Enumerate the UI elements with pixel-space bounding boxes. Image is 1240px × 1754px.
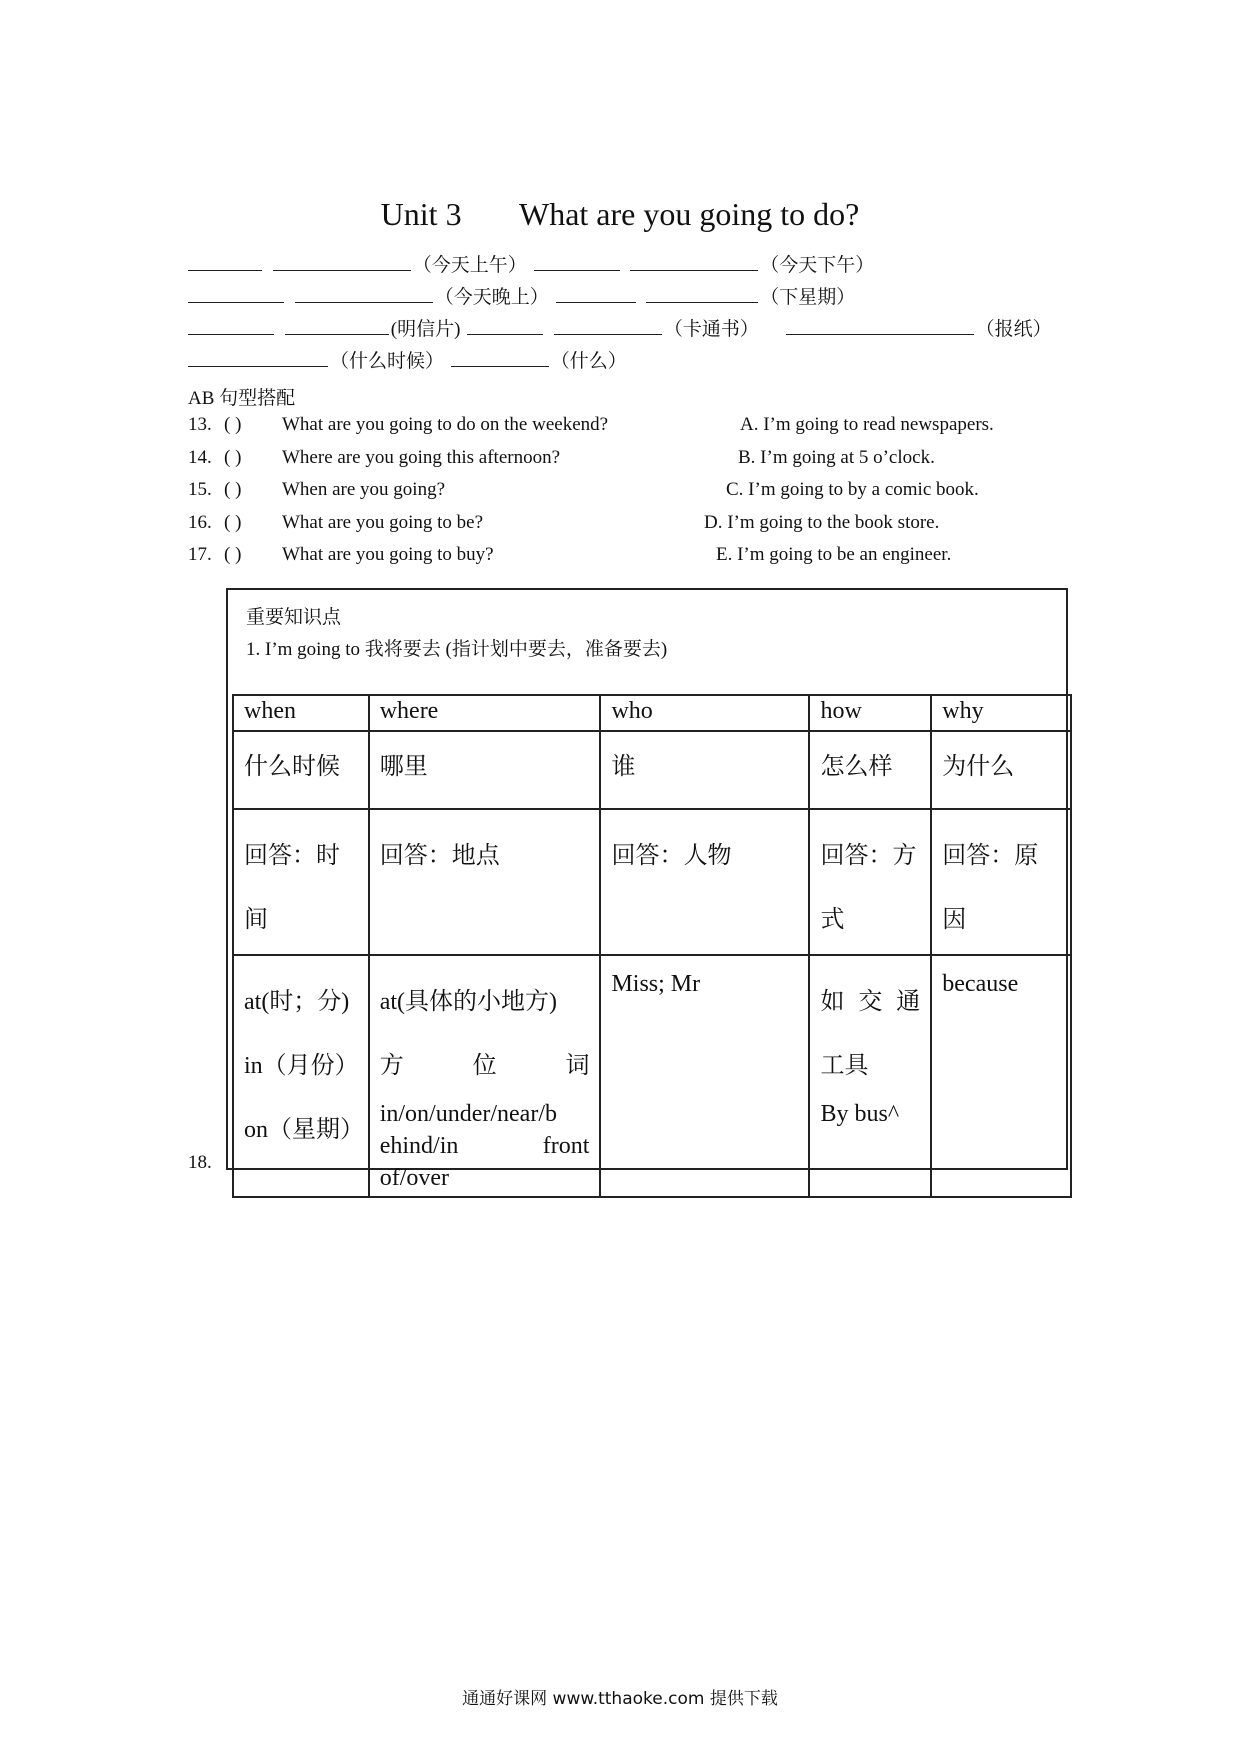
header-when: when xyxy=(233,695,369,731)
answer-blank[interactable]: ( ) xyxy=(224,479,242,500)
examples-why: because xyxy=(931,955,1071,1197)
answer-blank[interactable]: ( ) xyxy=(224,512,242,533)
examples-who: Miss; Mr xyxy=(600,955,809,1197)
page-title xyxy=(0,196,1240,233)
answer-d: D. I’m going to the book store. xyxy=(704,512,940,533)
examples-how: 如 交 通 工具 By bus^ xyxy=(809,955,931,1197)
header-why: why xyxy=(931,695,1071,731)
knowledge-box xyxy=(226,588,1068,1191)
vocab-line-1 xyxy=(188,250,876,277)
unit-label: Unit 3 xyxy=(380,196,462,232)
item-18-number: 18. xyxy=(188,1152,212,1173)
blank[interactable] xyxy=(188,316,274,335)
meaning-where: 哪里 xyxy=(369,731,601,809)
table-row xyxy=(233,809,1071,955)
blank[interactable] xyxy=(534,252,620,271)
blank[interactable] xyxy=(451,348,549,367)
footer-text: 通通好课网 www.tthaoke.com 提供下载 xyxy=(462,1689,778,1709)
answer-e: E. I’m going to be an engineer. xyxy=(716,544,952,565)
meaning-how: 怎么样 xyxy=(809,731,931,809)
meaning-who: 谁 xyxy=(600,731,809,809)
question-16: 16. ( ) What are you going to be? xyxy=(188,512,484,533)
table-row xyxy=(233,695,1071,731)
question-14: 14. ( ) Where are you going this afternoon? xyxy=(188,447,561,468)
blank[interactable] xyxy=(646,284,758,303)
vocab-hint: （今天晚上） xyxy=(434,287,549,308)
vocab-hint: （今天下午） xyxy=(760,255,875,276)
blank[interactable] xyxy=(786,316,974,335)
vocab-hint: （卡通书） xyxy=(663,319,759,340)
blank[interactable] xyxy=(188,252,262,271)
vocab-hint: （什么时候） xyxy=(330,351,445,372)
meaning-why: 为什么 xyxy=(931,731,1071,809)
answer-type-where: 回答：地点 xyxy=(369,809,601,955)
answer-a: A. I’m going to read newspapers. xyxy=(740,414,994,435)
blank[interactable] xyxy=(188,284,284,303)
question-word-table xyxy=(232,694,1072,1198)
blank[interactable] xyxy=(295,284,433,303)
blank[interactable] xyxy=(188,348,328,367)
header-where: where xyxy=(369,695,601,731)
blank[interactable] xyxy=(556,284,636,303)
vocab-hint: （下星期） xyxy=(760,287,856,308)
blank[interactable] xyxy=(273,252,411,271)
unit-question: What are you going to do? xyxy=(518,196,860,232)
blank[interactable] xyxy=(554,316,662,335)
header-who: who xyxy=(600,695,809,731)
header-how: how xyxy=(809,695,931,731)
answer-type-who: 回答：人物 xyxy=(600,809,809,955)
answer-blank[interactable]: ( ) xyxy=(224,447,242,468)
question-13: 13. ( ) What are you going to do on the weekend? xyxy=(188,414,609,435)
vocab-hint: （今天上午） xyxy=(412,255,527,276)
vocab-hint: （什么） xyxy=(550,351,627,372)
question-15: 15. ( ) When are you going? xyxy=(188,479,446,500)
examples-where: at(具体的小地方) 方 位 词 in/on/under/near/b ehind/in front of/over xyxy=(369,955,601,1197)
answer-blank[interactable]: ( ) xyxy=(224,544,242,565)
blank[interactable] xyxy=(285,316,389,335)
table-row xyxy=(233,731,1071,809)
answer-type-how: 回答：方 式 xyxy=(809,809,931,955)
meaning-when: 什么时候 xyxy=(233,731,369,809)
answer-b: B. I’m going at 5 o’clock. xyxy=(738,447,935,468)
answer-type-when: 回答：时 间 xyxy=(233,809,369,955)
knowledge-point-1: 1. I’m going to 我将要去 (指计划中要去，准备要去) xyxy=(246,639,668,660)
examples-when: at(时；分) in（月份） on（星期） xyxy=(233,955,369,1197)
answer-type-why: 回答：原 因 xyxy=(931,809,1071,955)
answer-blank[interactable]: ( ) xyxy=(224,414,242,435)
question-17: 17. ( ) What are you going to buy? xyxy=(188,544,494,565)
vocab-hint: (明信片) xyxy=(390,319,461,340)
vocab-line-3 xyxy=(188,314,1054,341)
vocab-line-4 xyxy=(188,346,629,373)
table-row xyxy=(233,955,1071,1197)
blank[interactable] xyxy=(630,252,758,271)
vocab-hint: （报纸） xyxy=(975,319,1052,340)
section-title: AB 句型搭配 xyxy=(188,388,296,409)
blank[interactable] xyxy=(467,316,543,335)
knowledge-heading: 重要知识点 xyxy=(246,607,342,628)
vocab-line-2 xyxy=(188,282,857,309)
answer-c: C. I’m going to by a comic book. xyxy=(726,479,979,500)
